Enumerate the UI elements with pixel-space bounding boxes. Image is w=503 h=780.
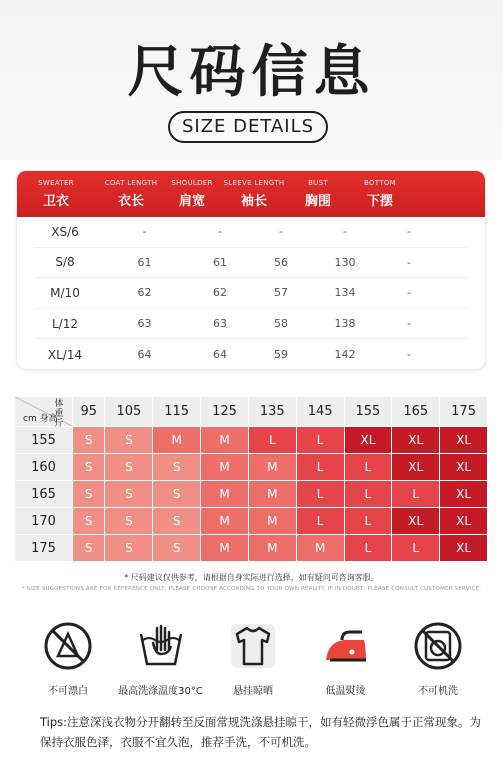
care-label: 不可机洗 (418, 686, 458, 697)
size-recommendation-cell: S (73, 454, 105, 481)
size-recommendation-cell: M (201, 481, 249, 508)
weight-header: 145 (296, 397, 344, 427)
size-recommendation-cell: M (248, 481, 296, 508)
fit-grid (14, 396, 488, 562)
fit-grid-row (15, 427, 488, 454)
size-value: 134 (334, 286, 356, 300)
weight-header: 165 (392, 397, 440, 427)
header-coat-length (95, 179, 167, 209)
size-recommendation-cell: M (201, 535, 249, 562)
size-recommendation-cell: M (201, 454, 249, 481)
size-value: 57 (274, 286, 288, 300)
no-machine-wash-icon (412, 620, 464, 672)
size-recommendation-cell: S (153, 481, 201, 508)
size-value: 63 (137, 317, 152, 331)
care-item (22, 620, 114, 697)
size-recommendation-cell: XL (440, 535, 488, 562)
header-cn-label: 下摆 (366, 194, 393, 209)
size-recommendation-cell: XL (344, 427, 392, 454)
low-iron-icon (320, 620, 372, 672)
hang-dry-icon (227, 620, 279, 672)
size-label: XL/14 (47, 347, 83, 362)
size-table (16, 170, 486, 370)
fit-grid-row (15, 508, 488, 535)
fit-grid-row (15, 535, 488, 562)
care-label: 悬挂晾晒 (233, 686, 273, 697)
size-value: - (407, 348, 411, 362)
size-recommendation-cell: S (153, 508, 201, 535)
care-instructions (22, 620, 484, 697)
care-item (207, 620, 299, 697)
size-table-body (17, 217, 485, 370)
size-recommendation-cell: L (344, 508, 392, 535)
size-recommendation-cell: XL (440, 454, 488, 481)
care-tips: Tips:注意深浅衣物分开翻转至反面常规洗涤悬挂晾干，如有轻微浮色属于正常现象。为保持衣服色泽，衣服不宜久泡，推荐手洗，不可机洗。 (40, 715, 482, 749)
size-value: - (279, 225, 283, 239)
size-table-header (17, 171, 485, 217)
size-recommendation-cell: M (296, 535, 344, 562)
size-value: 64 (137, 348, 152, 362)
size-recommendation-cell: L (296, 427, 344, 454)
height-label: 175 (15, 535, 73, 562)
header-en-label: SLEEVE LENGTH (223, 179, 285, 187)
fit-grid-header-row (15, 397, 488, 427)
height-label: 155 (15, 427, 73, 454)
weight-header: 175 (440, 397, 488, 427)
size-recommendation-cell: S (153, 454, 201, 481)
header-sweater (17, 179, 95, 209)
size-value: - (142, 225, 147, 239)
size-value: 62 (137, 286, 152, 300)
size-recommendation-cell: M (201, 508, 249, 535)
size-label: S/8 (55, 255, 75, 270)
size-value: 56 (274, 255, 288, 269)
care-item (300, 620, 392, 697)
size-recommendation-cell: L (296, 508, 344, 535)
size-recommendation-cell: S (73, 481, 105, 508)
size-note-en: * SIZE SUGGESTIONS ARE FOR REFERENCE ONLY, PLEASE CHOOSE ACCORDING TO YOUR OWN REALITY. IF IN DOUBT, PLEASE CONSULT CUSTOMER SERVICE. (21, 586, 482, 592)
header-en-label: BOTTOM (364, 179, 396, 187)
size-value: 59 (274, 348, 288, 362)
hero-banner (0, 0, 503, 160)
care-label: 不可漂白 (48, 686, 88, 697)
care-item (115, 620, 207, 697)
size-row (35, 217, 467, 248)
weight-header: 95 (73, 397, 105, 427)
size-value: 61 (213, 255, 227, 269)
size-value: 61 (137, 255, 152, 269)
size-value: - (407, 317, 411, 331)
size-recommendation-cell: XL (440, 508, 488, 535)
corner-weight-label: 体重 斤 (54, 399, 64, 429)
size-recommendation-cell: M (153, 427, 201, 454)
header-bottom (345, 179, 415, 209)
size-value: 63 (213, 317, 227, 331)
header-cn-label: 衣长 (117, 194, 144, 209)
size-label: XS/6 (51, 224, 79, 239)
size-value: - (218, 225, 222, 239)
size-recommendation-cell: XL (440, 427, 488, 454)
size-row (35, 248, 467, 279)
size-label: M/10 (50, 285, 80, 300)
size-recommendation-cell: M (248, 454, 296, 481)
header-cn-label: 胸围 (304, 194, 331, 209)
size-value: 130 (334, 255, 356, 269)
size-recommendation-cell: L (248, 427, 296, 454)
size-label: L/12 (52, 316, 78, 331)
fit-grid-row (15, 454, 488, 481)
size-value: 142 (334, 348, 356, 362)
size-row (35, 309, 467, 340)
size-recommendation-cell: S (73, 535, 105, 562)
height-label: 160 (15, 454, 73, 481)
size-recommendation-cell: L (392, 535, 440, 562)
weight-header: 105 (105, 397, 153, 427)
corner-height-label: cm 身高 (23, 414, 58, 424)
size-recommendation-cell: M (201, 427, 249, 454)
size-recommendation-cell: L (296, 481, 344, 508)
size-value: 64 (213, 348, 227, 362)
header-shoulder (167, 179, 217, 209)
size-row (35, 278, 467, 309)
size-recommendation-cell: M (248, 508, 296, 535)
header-en-label: BUST (308, 179, 328, 187)
size-recommendation-cell: XL (392, 508, 440, 535)
weight-header: 125 (201, 397, 249, 427)
size-value: - (407, 225, 411, 239)
header-cn-label: 肩宽 (178, 194, 205, 209)
height-label: 170 (15, 508, 73, 535)
size-note-cn: * 尺码建议仅供参考，请根据自身实际进行选择，如有疑问可咨询客服。 (124, 573, 379, 582)
care-label: 最高洗涤温度30°C (118, 686, 203, 697)
fit-grid-row (15, 481, 488, 508)
height-label: 165 (15, 481, 73, 508)
no-bleach-icon (42, 620, 94, 672)
page-subtitle: SIZE DETAILS (168, 111, 328, 143)
size-recommendation-cell: L (344, 481, 392, 508)
size-recommendation-cell: S (105, 508, 153, 535)
weight-header: 115 (153, 397, 201, 427)
size-recommendation-cell: L (344, 454, 392, 481)
size-recommendation-cell: XL (392, 454, 440, 481)
size-recommendation-cell: M (248, 535, 296, 562)
size-recommendation-cell: XL (392, 427, 440, 454)
wash-30-icon (135, 620, 187, 672)
size-recommendation-cell: S (73, 427, 105, 454)
header-cn-label: 袖长 (240, 194, 267, 209)
weight-header: 135 (248, 397, 296, 427)
care-label: 低温熨烫 (325, 686, 366, 697)
header-en-label: SHOULDER (171, 179, 213, 187)
size-recommendation-cell: S (153, 535, 201, 562)
header-bust (291, 179, 345, 209)
size-value: 62 (213, 286, 227, 300)
fit-grid-corner (15, 397, 73, 427)
size-recommendation-cell: S (105, 427, 153, 454)
size-value: 138 (334, 317, 356, 331)
care-item (392, 620, 484, 697)
size-value: - (407, 286, 411, 300)
header-cn-label: 卫衣 (42, 194, 69, 209)
header-en-label: COAT LENGTH (104, 179, 158, 187)
size-row (35, 339, 467, 370)
size-recommendation-cell: S (105, 481, 153, 508)
size-recommendation-cell: L (392, 481, 440, 508)
size-recommendation-cell: L (344, 535, 392, 562)
weight-header: 155 (344, 397, 392, 427)
header-sleeve-length (217, 179, 291, 209)
header-en-label: SWEATER (38, 179, 74, 187)
page-title: 尺码信息 (127, 40, 376, 105)
size-value: - (407, 255, 411, 269)
size-recommendation-cell: S (105, 454, 153, 481)
size-recommendation-cell: XL (440, 481, 488, 508)
size-value: - (343, 225, 347, 239)
size-recommendation-cell: S (105, 535, 153, 562)
size-recommendation-cell: L (296, 454, 344, 481)
size-recommendation-cell: S (73, 508, 105, 535)
size-value: 58 (274, 317, 288, 331)
